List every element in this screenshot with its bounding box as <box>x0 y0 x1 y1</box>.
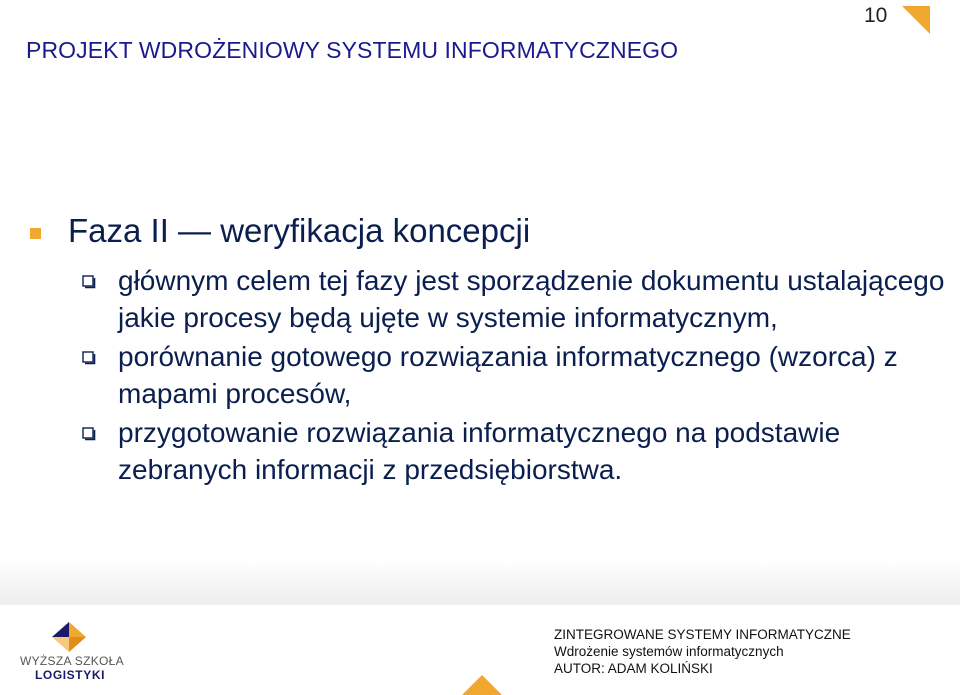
list-item-text: przygotowanie rozwiązania informatycznego na podstawie zebranych informacji z przedsiębiorstwa. <box>118 417 841 485</box>
list-item-text: porównanie gotowego rozwiązania informatycznego (wzorca) z mapami procesów, <box>118 341 898 409</box>
footer-lecture-title: Wdrożenie systemów informatycznych <box>554 644 784 659</box>
corner-triangle-icon <box>902 6 930 34</box>
list-item <box>82 262 952 336</box>
checkbox-bullet-icon <box>82 427 96 441</box>
footer-author: AUTOR: ADAM KOLIŃSKI <box>554 661 713 676</box>
checkbox-bullet-icon <box>82 275 96 289</box>
school-logo <box>20 620 124 682</box>
section-heading <box>30 212 530 250</box>
bottom-triangle-icon <box>462 675 502 695</box>
logo-text-line1: WYŻSZA SZKOŁA <box>20 654 124 668</box>
checkbox-bullet-icon <box>82 351 96 365</box>
footer-course-title: ZINTEGROWANE SYSTEMY INFORMATYCZNE <box>554 627 851 642</box>
footer-info <box>554 626 851 677</box>
logo-text-line2: LOGISTYKI <box>34 668 106 682</box>
list-item <box>82 414 952 488</box>
page-number: 10 <box>864 4 888 27</box>
bullet-list <box>82 262 952 490</box>
slide-header-title: PROJEKT WDROŻENIOWY SYSTEMU INFORMATYCZNEGO <box>26 37 679 63</box>
square-bullet-icon <box>30 228 41 239</box>
section-heading-text: Faza II — weryfikacja koncepcji <box>68 212 531 249</box>
list-item-text: głównym celem tej fazy jest sporządzenie dokumentu ustalającego jakie procesy będą ujęte w systemie informatycznym, <box>118 265 945 333</box>
footer-shade <box>0 560 960 605</box>
list-item <box>82 338 952 412</box>
logo-mark-icon <box>50 620 88 654</box>
